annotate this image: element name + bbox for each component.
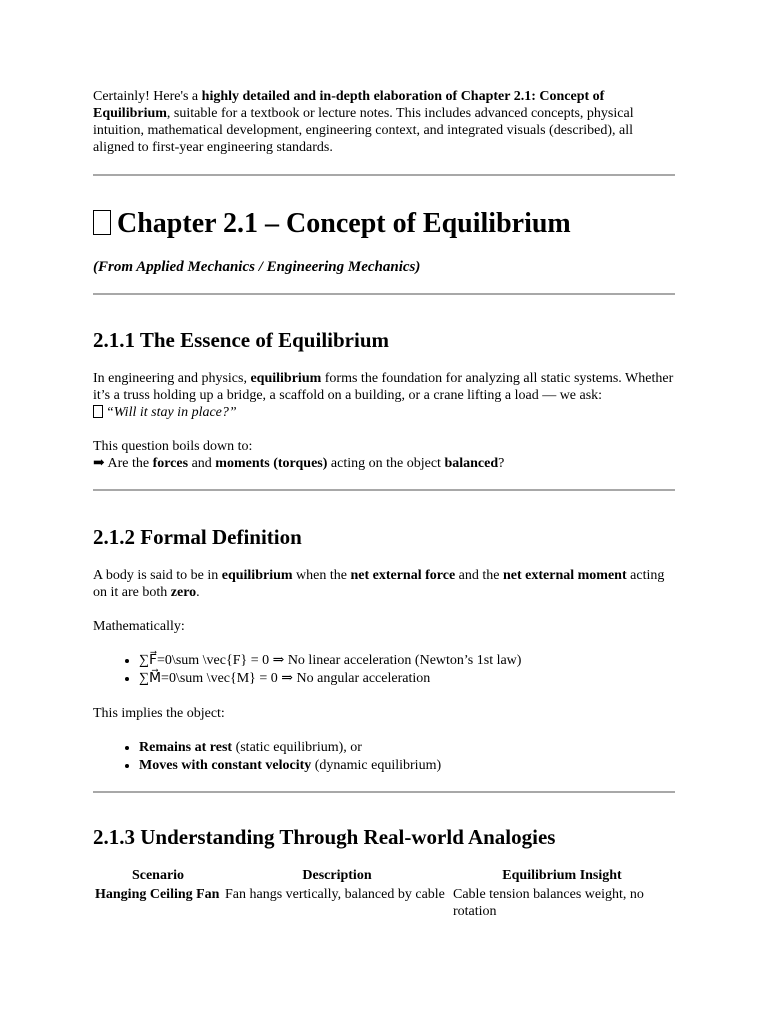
definition-text-1: A body is said to be in xyxy=(93,568,222,583)
balanced-text-1: Are the xyxy=(104,456,153,471)
missing-glyph-icon xyxy=(93,210,111,235)
essence-paragraph xyxy=(93,370,675,421)
definition-paragraph xyxy=(93,567,675,601)
chapter-title-text: Chapter 2.1 – Concept of Equilibrium xyxy=(117,208,571,239)
balanced-bold-moments: moments (torques) xyxy=(215,456,328,471)
definition-bold-force: net external force xyxy=(350,568,456,583)
definition-text-5: . xyxy=(196,585,200,600)
divider-2 xyxy=(93,293,675,295)
definition-bold-moment: net external moment xyxy=(503,568,627,583)
state-text: (dynamic equilibrium) xyxy=(311,758,442,773)
boils-down-text: This question boils down to: xyxy=(93,439,253,454)
state-bold: Remains at rest xyxy=(139,740,233,755)
list-item: • ∑M⃗=0\sum \vec{M} = 0 ⇒ No angular acceleration xyxy=(139,670,675,688)
section-heading-essence: 2.1.1 The Essence of Equilibrium xyxy=(93,328,389,352)
table-header: Equilibrium Insight xyxy=(502,868,622,883)
missing-glyph-icon xyxy=(93,405,103,418)
table-header: Scenario xyxy=(131,868,185,883)
state-bold: Moves with constant velocity xyxy=(139,758,312,773)
table-cell: Hanging Ceiling Fan xyxy=(95,887,220,902)
divider-4 xyxy=(93,791,675,793)
divider-3 xyxy=(93,489,675,491)
definition-bold-equilibrium: equilibrium xyxy=(221,568,293,583)
definition-text-2: when the xyxy=(292,568,351,583)
list-item: • ∑F⃗=0\sum \vec{F} = 0 ⇒ No linear acceleration (Newton’s 1st law) xyxy=(139,652,675,670)
analogies-table xyxy=(93,866,673,921)
equation-list xyxy=(93,652,675,688)
intro-bold: highly detailed and in-depth elaboration of Chapter 2.1: Concept of Equilibrium xyxy=(93,89,605,121)
chapter-subtitle: (From Applied Mechanics / Engineering Mechanics) xyxy=(93,259,421,275)
intro-paragraph xyxy=(93,88,675,156)
essence-text-1: In engineering and physics, xyxy=(93,371,251,386)
implies-label: This implies the object: xyxy=(93,706,225,721)
table-cell: Fan hangs vertically, balanced by cable xyxy=(225,887,445,902)
document-content xyxy=(93,80,675,921)
section-heading-definition: 2.1.2 Formal Definition xyxy=(93,525,302,549)
section-heading-analogies: 2.1.3 Understanding Through Real-world Analogies xyxy=(93,825,556,849)
balanced-text-4: ? xyxy=(498,456,505,471)
definition-text-4: acting on it are both xyxy=(93,568,665,600)
divider-1 xyxy=(93,174,675,176)
essence-bold: equilibrium xyxy=(250,371,322,386)
definition-text-3: and the xyxy=(455,568,503,583)
table-cell: Cable tension balances weight, no rotation xyxy=(453,887,644,919)
chapter-title xyxy=(93,207,675,241)
intro-text-2: , suitable for a textbook or lecture notes. This includes advanced concepts, physical intuition, mathematical development, engineering context, and integrated visuals (described), all aligned to first-year engineering standards. xyxy=(93,106,634,155)
balanced-text-2: and xyxy=(188,456,216,471)
list-item xyxy=(139,757,675,775)
state-list xyxy=(93,739,675,775)
intro-text-1: Certainly! Here's a xyxy=(93,89,202,104)
boils-down-paragraph xyxy=(93,438,675,472)
math-label: Mathematically: xyxy=(93,619,185,634)
right-arrow-icon: ➡ xyxy=(93,456,105,471)
table-row xyxy=(93,885,673,921)
table-header: Description xyxy=(302,868,372,883)
balanced-text-3: acting on the object xyxy=(327,456,445,471)
definition-bold-zero: zero xyxy=(170,585,197,600)
balanced-bold-forces: forces xyxy=(152,456,189,471)
state-text: (static equilibrium), or xyxy=(232,740,362,755)
essence-question: “Will it stay in place?” xyxy=(106,405,237,420)
list-item xyxy=(139,739,675,757)
essence-text-2: forms the foundation for analyzing all static systems. Whether it’s a truss holding up a bridge, a scaffold on a building, or a crane lifting a load — we ask: xyxy=(93,371,674,403)
table-header-row xyxy=(93,866,673,885)
balanced-bold-balanced: balanced xyxy=(444,456,499,471)
